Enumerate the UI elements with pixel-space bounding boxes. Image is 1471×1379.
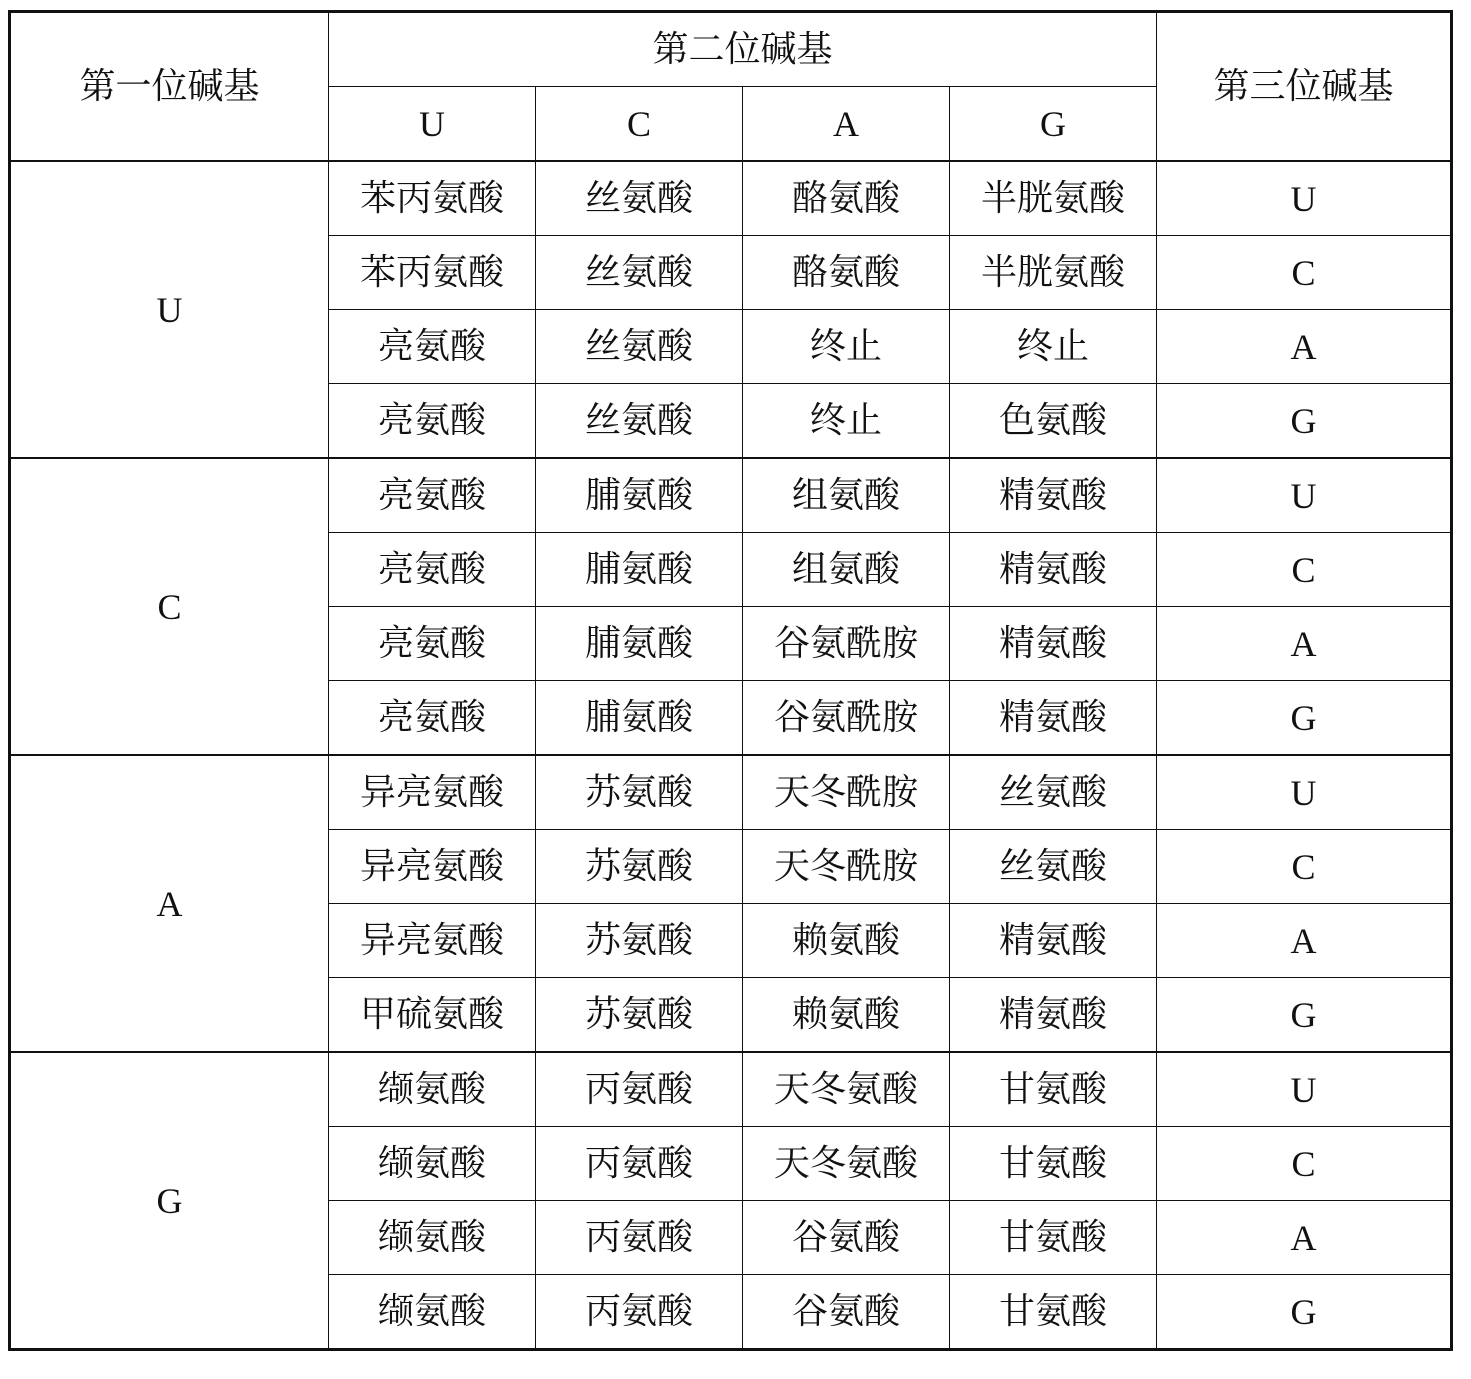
third-base-cell: A: [1157, 310, 1452, 384]
third-base-cell: C: [1157, 830, 1452, 904]
amino-acid-cell: 天冬酰胺: [743, 755, 950, 830]
amino-acid-cell: 苯丙氨酸: [329, 236, 536, 310]
third-base-cell: C: [1157, 236, 1452, 310]
amino-acid-cell: 丙氨酸: [536, 1201, 743, 1275]
amino-acid-cell: 丝氨酸: [536, 310, 743, 384]
amino-acid-cell: 终止: [950, 310, 1157, 384]
amino-acid-cell: 甘氨酸: [950, 1275, 1157, 1350]
amino-acid-cell: 精氨酸: [950, 681, 1157, 756]
amino-acid-cell: 丙氨酸: [536, 1275, 743, 1350]
amino-acid-cell: 异亮氨酸: [329, 904, 536, 978]
third-base-cell: G: [1157, 681, 1452, 756]
amino-acid-cell: 苯丙氨酸: [329, 161, 536, 236]
header-second-base-a: A: [743, 87, 950, 162]
first-base-cell: C: [10, 458, 329, 755]
third-base-cell: A: [1157, 904, 1452, 978]
third-base-cell: U: [1157, 755, 1452, 830]
third-base-cell: U: [1157, 458, 1452, 533]
amino-acid-cell: 谷氨酰胺: [743, 607, 950, 681]
third-base-cell: G: [1157, 978, 1452, 1053]
amino-acid-cell: 丝氨酸: [950, 830, 1157, 904]
table-row: [10, 161, 1452, 236]
amino-acid-cell: 酪氨酸: [743, 161, 950, 236]
first-base-cell: A: [10, 755, 329, 1052]
amino-acid-cell: 缬氨酸: [329, 1052, 536, 1127]
table-row: [10, 1052, 1452, 1127]
amino-acid-cell: 精氨酸: [950, 458, 1157, 533]
table-row: [10, 755, 1452, 830]
amino-acid-cell: 甘氨酸: [950, 1127, 1157, 1201]
amino-acid-cell: 缬氨酸: [329, 1201, 536, 1275]
header-first-base: 第一位碱基: [10, 12, 329, 162]
third-base-cell: G: [1157, 384, 1452, 459]
amino-acid-cell: 苏氨酸: [536, 904, 743, 978]
amino-acid-cell: 赖氨酸: [743, 978, 950, 1053]
amino-acid-cell: 亮氨酸: [329, 458, 536, 533]
amino-acid-cell: 色氨酸: [950, 384, 1157, 459]
amino-acid-cell: 苏氨酸: [536, 830, 743, 904]
first-base-cell: U: [10, 161, 329, 458]
header-second-base-u: U: [329, 87, 536, 162]
amino-acid-cell: 丝氨酸: [536, 161, 743, 236]
header-second-base-c: C: [536, 87, 743, 162]
amino-acid-cell: 脯氨酸: [536, 458, 743, 533]
header-row-top: [10, 12, 1452, 87]
third-base-cell: A: [1157, 607, 1452, 681]
amino-acid-cell: 亮氨酸: [329, 681, 536, 756]
amino-acid-cell: 终止: [743, 384, 950, 459]
third-base-cell: G: [1157, 1275, 1452, 1350]
amino-acid-cell: 亮氨酸: [329, 384, 536, 459]
third-base-cell: C: [1157, 1127, 1452, 1201]
amino-acid-cell: 缬氨酸: [329, 1275, 536, 1350]
header-second-base-g: G: [950, 87, 1157, 162]
amino-acid-cell: 谷氨酸: [743, 1275, 950, 1350]
amino-acid-cell: 苏氨酸: [536, 755, 743, 830]
third-base-cell: U: [1157, 1052, 1452, 1127]
amino-acid-cell: 组氨酸: [743, 533, 950, 607]
amino-acid-cell: 脯氨酸: [536, 533, 743, 607]
amino-acid-cell: 丝氨酸: [536, 384, 743, 459]
amino-acid-cell: 半胱氨酸: [950, 236, 1157, 310]
third-base-cell: A: [1157, 1201, 1452, 1275]
amino-acid-cell: 脯氨酸: [536, 681, 743, 756]
amino-acid-cell: 终止: [743, 310, 950, 384]
amino-acid-cell: 谷氨酰胺: [743, 681, 950, 756]
amino-acid-cell: 天冬氨酸: [743, 1052, 950, 1127]
amino-acid-cell: 苏氨酸: [536, 978, 743, 1053]
amino-acid-cell: 异亮氨酸: [329, 830, 536, 904]
amino-acid-cell: 缬氨酸: [329, 1127, 536, 1201]
amino-acid-cell: 甘氨酸: [950, 1201, 1157, 1275]
amino-acid-cell: 亮氨酸: [329, 607, 536, 681]
third-base-cell: C: [1157, 533, 1452, 607]
amino-acid-cell: 精氨酸: [950, 904, 1157, 978]
amino-acid-cell: 赖氨酸: [743, 904, 950, 978]
amino-acid-cell: 天冬酰胺: [743, 830, 950, 904]
amino-acid-cell: 酪氨酸: [743, 236, 950, 310]
amino-acid-cell: 亮氨酸: [329, 310, 536, 384]
amino-acid-cell: 精氨酸: [950, 533, 1157, 607]
amino-acid-cell: 丙氨酸: [536, 1127, 743, 1201]
amino-acid-cell: 半胱氨酸: [950, 161, 1157, 236]
amino-acid-cell: 亮氨酸: [329, 533, 536, 607]
amino-acid-cell: 丝氨酸: [950, 755, 1157, 830]
header-second-base: 第二位碱基: [329, 12, 1157, 87]
amino-acid-cell: 天冬氨酸: [743, 1127, 950, 1201]
codon-table: [8, 10, 1453, 1351]
amino-acid-cell: 精氨酸: [950, 607, 1157, 681]
third-base-cell: U: [1157, 161, 1452, 236]
amino-acid-cell: 谷氨酸: [743, 1201, 950, 1275]
first-base-cell: G: [10, 1052, 329, 1350]
amino-acid-cell: 脯氨酸: [536, 607, 743, 681]
amino-acid-cell: 丙氨酸: [536, 1052, 743, 1127]
header-third-base: 第三位碱基: [1157, 12, 1452, 162]
amino-acid-cell: 甲硫氨酸: [329, 978, 536, 1053]
amino-acid-cell: 丝氨酸: [536, 236, 743, 310]
amino-acid-cell: 精氨酸: [950, 978, 1157, 1053]
amino-acid-cell: 组氨酸: [743, 458, 950, 533]
amino-acid-cell: 异亮氨酸: [329, 755, 536, 830]
table-row: [10, 458, 1452, 533]
amino-acid-cell: 甘氨酸: [950, 1052, 1157, 1127]
